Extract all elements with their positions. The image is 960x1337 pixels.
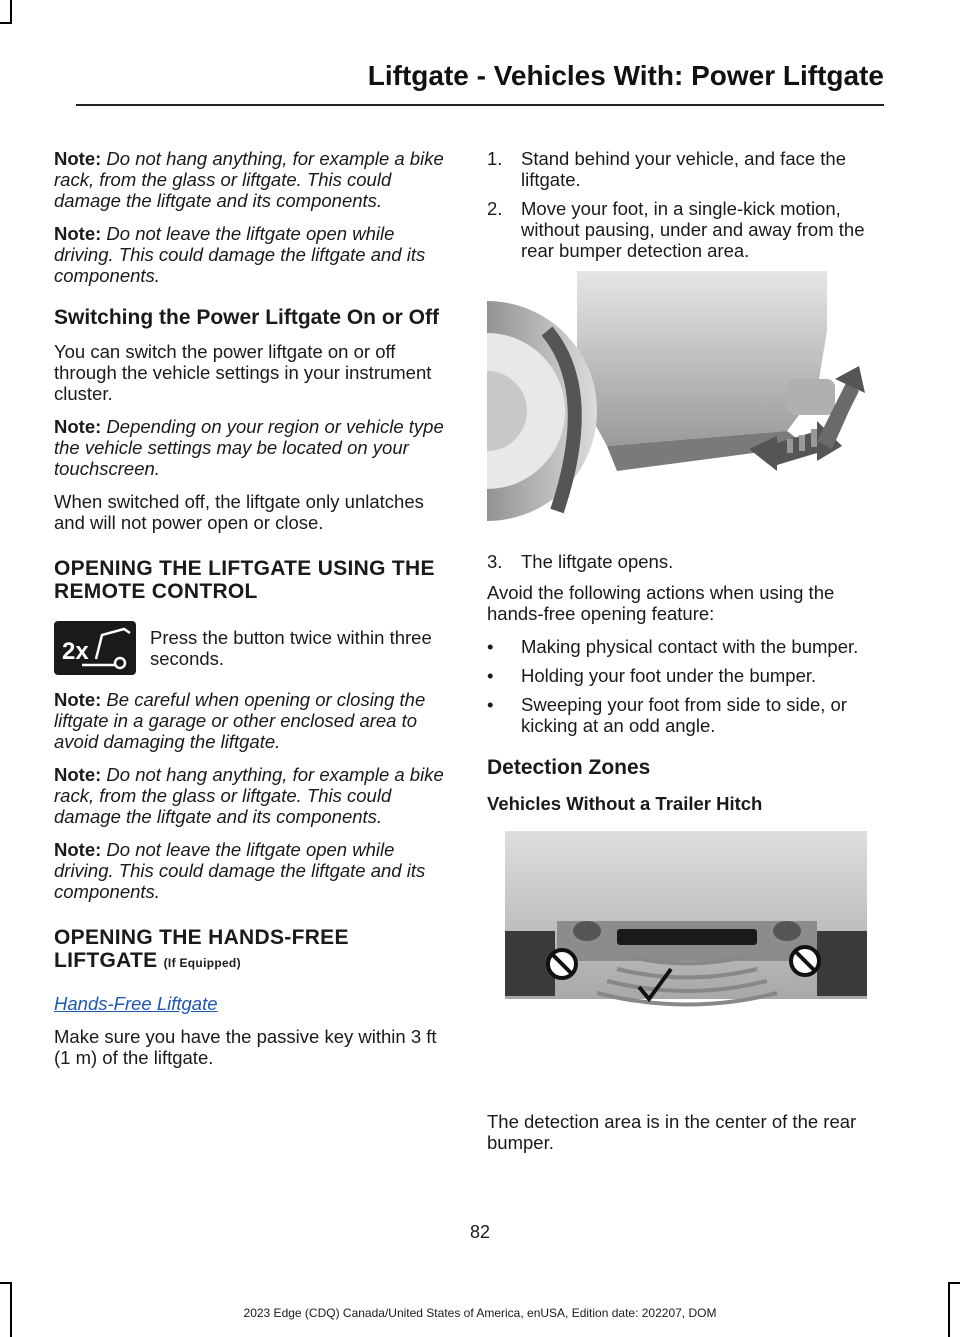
list-item: 2. Move your foot, in a single-kick motion, without pausing, under and away from the rear bumper detection area. bbox=[487, 198, 865, 261]
note: Note: Do not leave the liftgate open while driving. This could damage the liftgate and its components. bbox=[54, 839, 426, 902]
paragraph: Make sure you have the passive key within 3 ft (1 m) of the liftgate. bbox=[54, 1026, 437, 1068]
header-divider bbox=[76, 104, 884, 106]
remote-instruction bbox=[54, 621, 446, 681]
note: Note: Depending on your region or vehicle type the vehicle settings may be located on your touchscreen. bbox=[54, 416, 444, 479]
section-heading: Detection Zones bbox=[487, 756, 651, 779]
paragraph: You can switch the power liftgate on or off through the vehicle settings in your instrument cluster. bbox=[54, 341, 432, 404]
kick-motion-illustration bbox=[487, 271, 879, 533]
list-item: • Holding your foot under the bumper. bbox=[487, 665, 817, 686]
note: Note: Be careful when opening or closing the liftgate in a garage or other enclosed area to avoid damaging the liftgate. bbox=[54, 689, 426, 752]
left-column bbox=[54, 148, 446, 1080]
section-heading: OPENING THE LIFTGATE USING THE REMOTE CONTROL bbox=[54, 557, 435, 603]
steps-list bbox=[487, 551, 879, 572]
section-heading: Switching the Power Liftgate On or Off bbox=[54, 306, 440, 329]
paragraph: Press the button twice within three seconds. bbox=[150, 627, 432, 669]
svg-text:2x: 2x bbox=[62, 638, 89, 665]
right-column bbox=[487, 148, 879, 1165]
crop-mark bbox=[0, 22, 12, 24]
edition-info: 2023 Edge (CDQ) Canada/United States of America, enUSA, Edition date: 202207, DOM bbox=[243, 1306, 717, 1320]
detection-zone-illustration bbox=[487, 831, 879, 1093]
note: Note: Do not hang anything, for example a bike rack, from the glass or liftgate. This could damage the liftgate and its components. bbox=[54, 764, 444, 827]
liftgate-remote-icon bbox=[54, 621, 136, 675]
steps-list bbox=[487, 148, 879, 261]
page-title: Liftgate - Vehicles With: Power Liftgate bbox=[367, 60, 884, 91]
note: Note: Do not leave the liftgate open while driving. This could damage the liftgate and its components. bbox=[54, 223, 426, 286]
list-item: 3. The liftgate opens. bbox=[487, 551, 674, 572]
bullet-list bbox=[487, 636, 879, 736]
section-heading: OPENING THE HANDS-FREE LIFTGATE (If Equipped) bbox=[54, 926, 349, 972]
paragraph: The detection area is in the center of the rear bumper. bbox=[487, 1111, 857, 1153]
paragraph: Avoid the following actions when using the hands-free opening feature: bbox=[487, 582, 835, 624]
page-number: 82 bbox=[469, 1222, 491, 1242]
list-item: 1. Stand behind your vehicle, and face the liftgate. bbox=[487, 148, 847, 190]
crop-mark bbox=[10, 0, 12, 22]
list-item: • Making physical contact with the bumper. bbox=[487, 636, 859, 657]
crop-mark bbox=[948, 1282, 960, 1284]
sub-heading: Vehicles Without a Trailer Hitch bbox=[487, 793, 763, 814]
hands-free-liftgate-link[interactable]: Hands-Free Liftgate bbox=[54, 993, 218, 1014]
list-item: • Sweeping your foot from side to side, or kicking at an odd angle. bbox=[487, 694, 847, 736]
note: Note: Do not hang anything, for example a bike rack, from the glass or liftgate. This could damage the liftgate and its components. bbox=[54, 148, 444, 211]
paragraph: When switched off, the liftgate only unlatches and will not power open or close. bbox=[54, 491, 424, 533]
crop-mark bbox=[0, 1282, 12, 1284]
